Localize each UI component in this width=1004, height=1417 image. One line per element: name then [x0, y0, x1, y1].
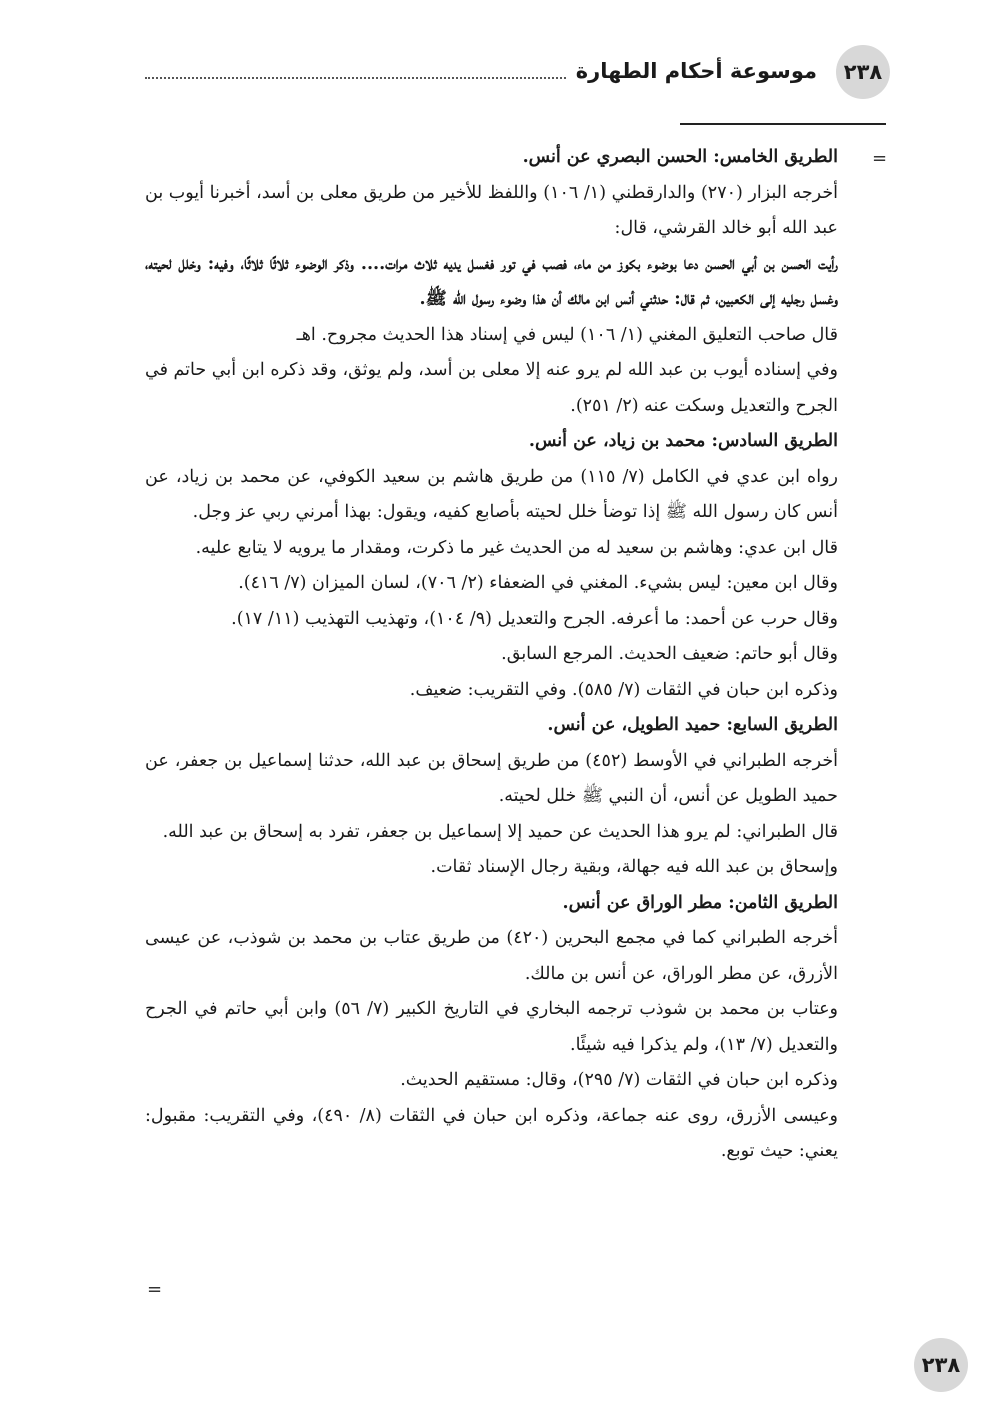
paragraph: قال ابن عدي: وهاشم بن سعيد له من الحديث غير ما ذكرت، ومقدار ما يرويه لا يتابع عليه.	[195, 537, 838, 558]
paragraph: الطريق السابع: حميد الطويل، عن أنس.	[547, 715, 838, 735]
footnote-separator	[680, 123, 886, 125]
paragraph: الطريق السادس: محمد بن زياد، عن أنس.	[528, 431, 838, 451]
paragraph: الطريق الخامس: الحسن البصري عن أنس.	[522, 147, 838, 167]
paragraph: رأيت الحسن بن أبي الحسن دعا بوضوء بكوز من ماء، فصب في تور فغسل يديه ثلاث مرات.... وذكر الوضوء ثلاثًا ثلاثًا، وفيه: وخلل لحيته، وغسل رجليه إلى الكعبين، ثم قال: حدثني أنس ابن مالك أن هذا وضوء رسول الله ﷺ.	[145, 253, 838, 309]
continuation-mark-top: =	[872, 148, 888, 169]
header-title: موسوعة أحكام الطهارة	[575, 59, 817, 83]
footer-page-number: ٢٣٨	[914, 1338, 968, 1392]
paragraph: وقال أبو حاتم: ضعيف الحديث. المرجع السابق.	[501, 644, 838, 664]
header-page-number: ٢٣٨	[836, 45, 890, 99]
paragraph: أخرجه البزار (٢٧٠) والدارقطني (١/ ١٠٦) واللفظ للأخير من طريق معلى بن أسد، أخبرنا أيوب بن عبد الله أبو خالد القرشي، قال:	[145, 182, 839, 238]
continuation-mark-bottom: =	[147, 1279, 163, 1300]
paragraph: أخرجه الطبراني كما في مجمع البحرين (٤٢٠) من طريق عتاب بن محمد بن شوذب، عن عيسى الأزرق، عن مطر الوراق، عن أنس بن مالك.	[145, 928, 839, 984]
footnote-body	[145, 140, 838, 1170]
paragraph: وعيسى الأزرق، روى عنه جماعة، وذكره ابن حبان في الثقات (٨/ ٤٩٠)، وفي التقريب: مقبول: يعني: حيث توبع.	[145, 1105, 838, 1161]
paragraph: الطريق الثامن: مطر الوراق عن أنس.	[562, 892, 838, 913]
header-dotted-leader	[145, 77, 566, 79]
paragraph: وإسحاق بن عبد الله فيه جهالة، وبقية رجال الإسناد ثقات.	[430, 857, 838, 877]
paragraph: وذكره ابن حبان في الثقات (٧/ ٢٩٥)، وقال: مستقيم الحديث.	[400, 1070, 838, 1090]
paragraph: رواه ابن عدي في الكامل (٧/ ١١٥) من طريق هاشم بن سعيد الكوفي، عن محمد بن زياد، عن أنس كان رسول الله ﷺ إذا توضأ خلل لحيته بأصابع كفيه، ويقول: بهذا أمرني ربي عز وجل.	[145, 466, 838, 522]
paragraph: قال صاحب التعليق المغني (١/ ١٠٦) ليس في إسناد هذا الحديث مجروح. اهـ	[296, 324, 838, 345]
paragraph: وقال ابن معين: ليس بشيء. المغني في الضعفاء (٢/ ٧٠٦)، لسان الميزان (٧/ ٤١٦).	[238, 573, 838, 593]
running-header	[145, 54, 827, 88]
paragraph: وعتاب بن محمد بن شوذب ترجمه البخاري في التاريخ الكبير (٧/ ٥٦) وابن أبي حاتم في الجرح والتعديل (٧/ ١٣)، ولم يذكرا فيه شيئًا.	[145, 999, 839, 1055]
paragraph: وفي إسناده أيوب بن عبد الله لم يرو عنه إلا معلى بن أسد، ولم يوثق، وقد ذكره ابن أبي حاتم في الجرح والتعديل وسكت عنه (٢/ ٢٥١).	[145, 360, 838, 416]
paragraph: أخرجه الطبراني في الأوسط (٤٥٢) من طريق إسحاق بن عبد الله، حدثنا إسماعيل بن جعفر، عن حميد الطويل عن أنس، أن النبي ﷺ خلل لحيته.	[145, 750, 838, 806]
paragraph: وذكره ابن حبان في الثقات (٧/ ٥٨٥). وفي التقريب: ضعيف.	[409, 679, 838, 700]
paragraph: قال الطبراني: لم يرو هذا الحديث عن حميد إلا إسماعيل بن جعفر، تفرد به إسحاق بن عبد الله.	[162, 821, 838, 842]
paragraph: وقال حرب عن أحمد: ما أعرفه. الجرح والتعديل (٩/ ١٠٤)، وتهذيب التهذيب (١١/ ١٧).	[231, 608, 838, 629]
